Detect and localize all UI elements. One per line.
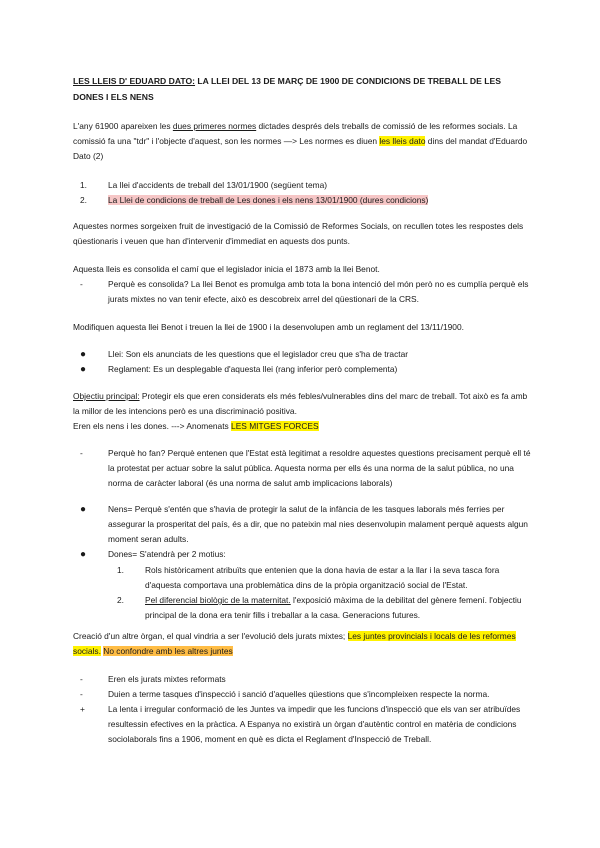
no-confondre-highlight: No confondre amb les altres juntes <box>103 646 233 656</box>
list-item-text: Perquè ho fan? Perquè entenen que l'Estat està legitimat a resoldre aquestes questions precisament perquè ell té la protestat per actuar sobre la salut pública. Aquesta norma per ells és una norma de la salut pública, no una norma de caràcter laboral (és una norma de salut amb implicacions laborals) <box>108 448 531 488</box>
list-item-text: Rols històricament atribuïts que entenien que la dona havia de estar a la llar i la seva tasca fora d'aquesta comportava una problemàtica dins de la pròpia organització social de l'Estat. <box>145 565 500 590</box>
llei-list <box>80 347 533 377</box>
creacio-paragraph <box>73 629 533 659</box>
consolida-list <box>80 277 533 307</box>
mitges-forces-highlight: LES MITGES FORCES <box>231 421 319 431</box>
bullet-marker: ● <box>80 364 87 375</box>
why-list <box>80 446 533 491</box>
list-item <box>80 347 533 362</box>
list-item-text: La llei d'accidents de treball del 13/01/1900 (següent tema) <box>108 180 328 190</box>
list-item <box>80 702 533 747</box>
list-item-text: Duien a terme tasques d'inspecció i sanció d'aquelles qüestions que s'incompleixen respecte la norma. <box>108 689 490 699</box>
dash-marker: - <box>80 689 83 699</box>
list-item <box>80 672 533 687</box>
list-item-text: Dones= S'atendrà per 2 motius: <box>108 549 226 559</box>
intro-text-c: dictades després dels treballs de comissió de les reformes socials. La comissió fa una "tdr" i l'objecte d'aquest, son les normes —> Les normes es diuen <box>73 121 518 146</box>
list-item <box>80 446 533 491</box>
objectiu-paragraph <box>73 389 533 434</box>
list-item <box>80 502 533 547</box>
bullet-marker: ● <box>80 349 87 360</box>
juntes-list <box>80 672 533 747</box>
nens-dones-list <box>80 502 533 562</box>
consolida-paragraph: Aquesta lleis es consolida el camí que el legislador inicia el 1873 amb la llei Benot. <box>73 264 380 274</box>
intro-highlight: les lleis dato <box>379 136 426 146</box>
dash-marker: - <box>80 674 83 684</box>
list-number: 1. <box>117 565 124 575</box>
list-item <box>80 277 533 307</box>
intro-text-e: dins del mandat d'Eduardo Dato (2) <box>73 136 528 161</box>
objectiu-line2: Eren els nens i les dones. ---> Anomenats <box>73 421 232 431</box>
list-item-text: Perquè es consolida? La llei Benot es promulga amb tota la bona intenció del món però no es cumplía perquè els jurats mixtes no van tenir efecte, això es descobreix arrel del qüestionari de la CRS. <box>108 279 529 304</box>
list-item-text: Eren els jurats mixtes reformats <box>108 674 226 684</box>
document-title <box>73 73 533 105</box>
laws-list <box>80 178 533 208</box>
title-rest: LA LLEI DEL 13 DE MARÇ DE 1900 DE CONDICIONS DE TREBALL DE LES DONES I ELS NENS <box>73 76 501 102</box>
intro-text-underlined: dues primeres normes <box>172 121 257 131</box>
dash-marker: - <box>80 448 83 458</box>
list-item-text: Llei: Son els anunciats de les questions que el legislador creu que s'ha de tractar <box>108 349 409 359</box>
dash-marker: - <box>80 279 83 289</box>
objectiu-text: Protegir els que eren considerats els més febles/vulnerables dins del marc de treball. Tot això es fa amb la millor de les intencions però es una discriminació positiva. <box>73 391 528 416</box>
list-item <box>80 547 533 562</box>
list-item-text: La lenta i irregular conformació de les Juntes va impedir que les funcions d'inspecció que els van ser atribuïdes resultessin efectives en la pràctica. A Espanya no existirà un òrgan d'autèntic control en matèria de condicions sociolaborals fins a 1906, moment en què es dicta el Reglament d'Inspecció de Treball. <box>108 704 521 744</box>
origin-paragraph: Aquestes normes sorgeixen fruit de investigació de la Comissió de Reformes Socials, on recullen totes les respostes dels qüestionaris i veuen que han d'intervenir d'immediat en aquests dos punts. <box>73 221 524 246</box>
creacio-text: Creació d'un altre òrgan, el qual vindria a ser l'evolució dels jurats mixtes; <box>73 631 348 641</box>
intro-text-a: L'any 61900 apareixen les <box>73 121 173 131</box>
modifiquen-paragraph: Modifiquen aquesta llei Benot i treuen la llei de 1900 i la desenvolupen amb un reglament del 13/11/1900. <box>73 322 464 332</box>
list-item-text-highlighted: La Llei de condicions de treball de Les dones i els nens 13/01/1900 (dures condicions) <box>108 195 429 205</box>
plus-marker: + <box>80 704 85 714</box>
list-number: 2. <box>80 195 87 205</box>
list-item <box>80 687 533 702</box>
juntes-highlight: Les juntes provincials i locals de les reformes socials. <box>73 631 516 656</box>
list-item-underlined: Pel diferencial biològic de la maternitat. <box>145 595 291 605</box>
list-number: 2. <box>117 595 124 605</box>
bullet-marker: ● <box>80 549 87 560</box>
list-item <box>80 193 533 208</box>
dones-sublist <box>117 563 533 623</box>
objectiu-label: Objectiu principal: <box>73 391 140 401</box>
list-item <box>117 593 533 623</box>
list-item-text: Nens= Perquè s'entén que s'havia de protegir la salut de la infància de les tasques laborals més ferries per assegurar la prosperitat del país, és a dir, que no pateixin mal nies desenvolupin malament perquè aquests algun moment seran adults. <box>108 504 528 544</box>
list-item-text: Reglament: Es un desplegable d'aquesta llei (rang inferior però complementa) <box>108 364 398 374</box>
list-item <box>80 178 533 193</box>
list-item <box>117 563 533 593</box>
list-number: 1. <box>80 180 87 190</box>
bullet-marker: ● <box>80 504 87 515</box>
list-item <box>80 362 533 377</box>
list-item-text: l'exposició màxima de la debilitat del gènere femení. l'objectiu principal de la dona era tenir fills i treballar a la casa. Generacions futures. <box>145 595 522 620</box>
intro-paragraph <box>73 119 533 164</box>
title-underlined: LES LLEIS D' EDUARD DATO: <box>73 76 196 86</box>
